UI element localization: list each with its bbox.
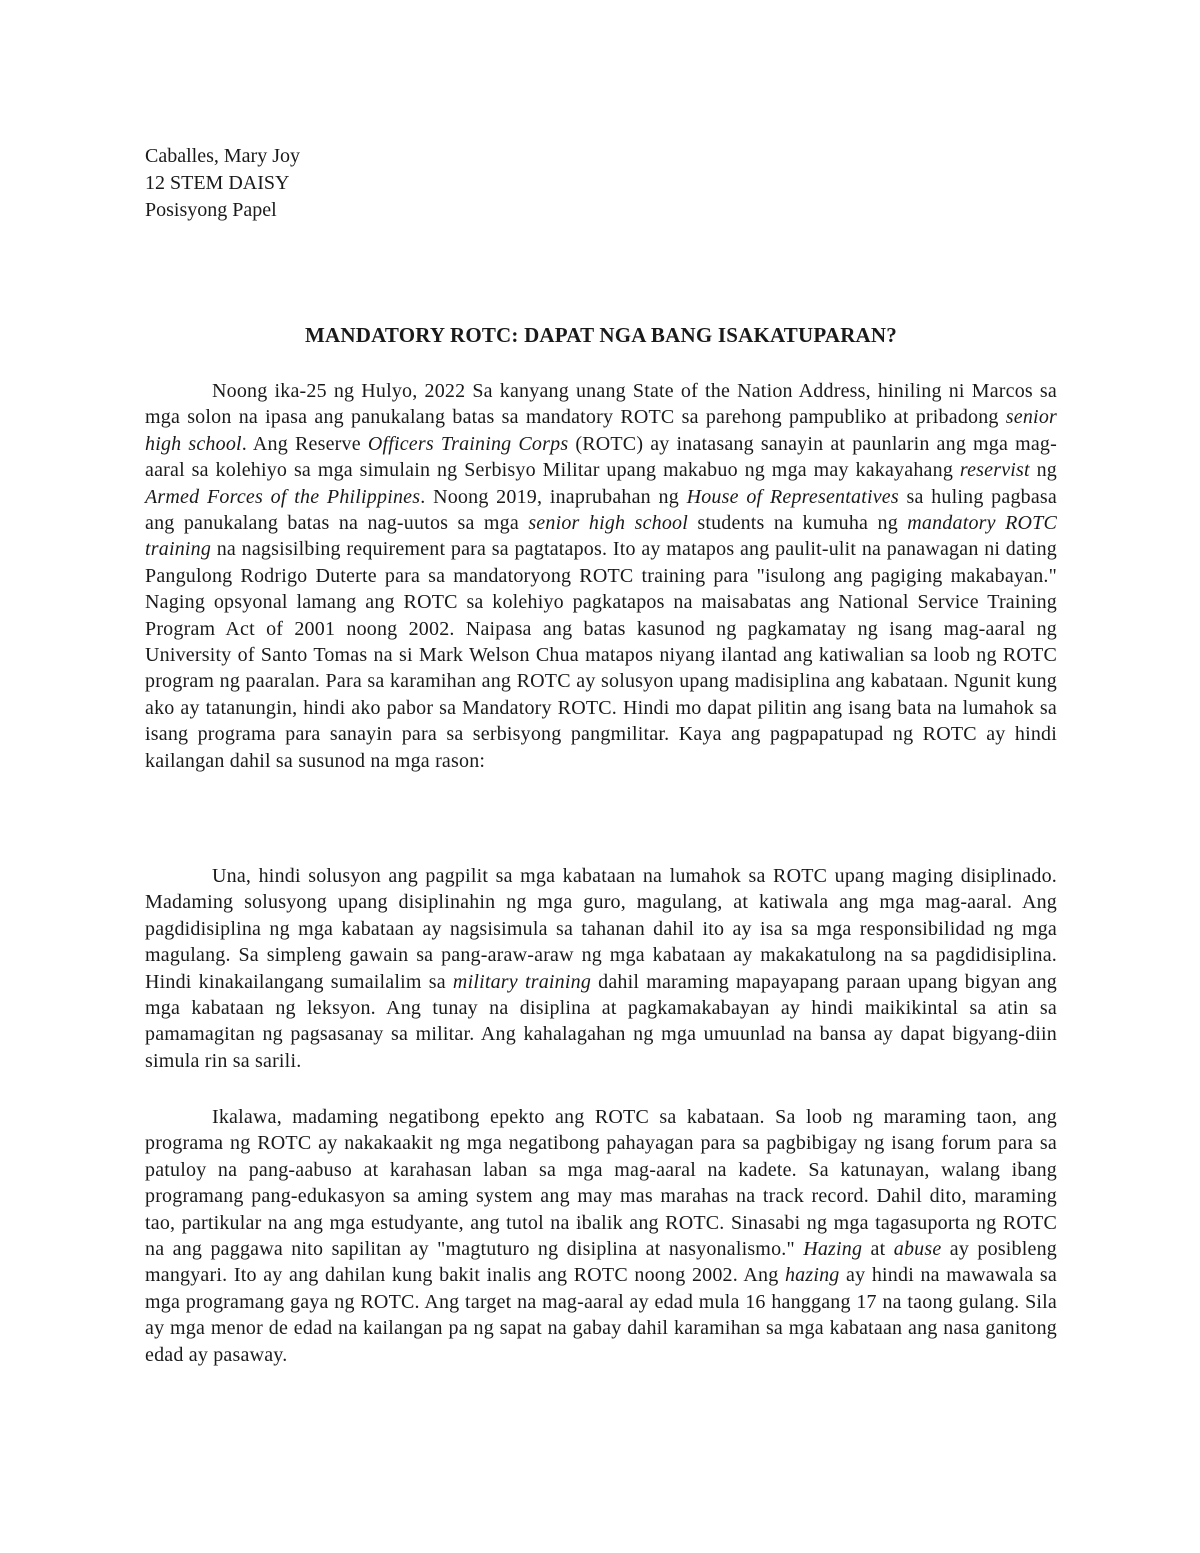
text-run: at <box>862 1238 894 1261</box>
italic-run: Armed Forces of the Philippines <box>145 485 421 508</box>
author-name: Caballes, Mary Joy <box>145 145 300 167</box>
text-run: . Ang Reserve <box>241 432 368 455</box>
paragraph-second-reason <box>145 1104 1057 1368</box>
text-run: Noong ika-25 ng Hulyo, 2022 Sa kanyang unang State of the Nation Address, hiniling ni Marcos sa mga solon na ipasa ang panukalang batas sa mandatory ROTC sa parehong pampubliko at pribadong <box>145 380 1057 429</box>
paragraph-first-reason <box>145 863 1057 1074</box>
document-title: MANDATORY ROTC: DAPAT NGA BANG ISAKATUPARAN? <box>305 323 897 347</box>
paragraph-intro <box>145 378 1057 774</box>
text-run: ay hindi na mawawala sa mga programang gaya ng ROTC. Ang target na mag-aaral ay edad mula 16 hanggang 17 na taong gulang. Sila ay mga menor de edad na kailangan pa ng sapat na gabay dahil karamihan sa mga kabataan ang nasa ganitong edad ay pasaway. <box>145 1264 1057 1366</box>
italic-run: military training <box>452 970 592 993</box>
text-run: students na kumuha ng <box>688 512 908 535</box>
italic-run: House of Representatives <box>686 485 899 508</box>
text-run: . Noong 2019, inaprubahan ng <box>420 485 687 508</box>
italic-run: hazing <box>784 1264 840 1287</box>
italic-run: Hazing <box>803 1238 863 1261</box>
text-run: dahil maraming mapayapang paraan upang bigyan ang mga kabataan ng leksyon. Ang tunay na disiplina at pagkamakabayan ay hindi maikikintal sa atin sa pamamagitan ng pagsasanay sa militar. Ang kahalagahan ng mga umuunlad na bansa ay dapat bigyang-diin simula rin sa sarili. <box>145 970 1057 1072</box>
italic-run: Officers Training Corps <box>367 432 569 455</box>
text-run: ay posibleng mangyari. Ito ay ang dahilan kung bakit inalis ang ROTC noong 2002. Ang <box>145 1238 1057 1287</box>
text-run: (ROTC) ay inatasang sanayin at paunlarin ang mga mag-aaral sa kolehiyo sa mga simulain ng Serbisyo Militar upang makabuo ng mga may kakayahang <box>145 432 1057 482</box>
italic-run: mandatory ROTC training <box>145 512 1057 561</box>
author-header <box>145 143 300 224</box>
text-run: Ikalawa, madaming negatibong epekto ang ROTC sa kabataan. Sa loob ng maraming taon, ang programa ng ROTC ay nakakaakit ng mga negatibong pahayagan para sa pagbibigay ng isang forum para sa patuloy na pang-aabuso at karahasan laban sa mga mag-aaral na kadete. Sa katunayan, walang ibang programang pang-edukasyon sa aming system ang may mas marahas na track record. Dahil dito, maraming tao, partikular na ang mga estudyante, ang tutol na ibalik ang ROTC. Sinasabi ng mga tagasuporta ng ROTC na ang paggawa nito sapilitan ay "magtuturo ng disiplina at nasyonalismo." <box>145 1106 1057 1261</box>
text-run: sa huling pagbasa ang panukalang batas na nag-uutos sa mga <box>145 485 1057 535</box>
italic-run: senior high school <box>528 512 688 535</box>
italic-run: abuse <box>893 1238 942 1261</box>
document-type: Posisyong Papel <box>145 199 277 221</box>
italic-run: reservist <box>959 459 1030 482</box>
italic-run: senior high school <box>145 406 1057 455</box>
text-run: Una, hindi solusyon ang pagpilit sa mga kabataan na lumahok sa ROTC upang maging disiplinado. Madaming solusyong upang disiplinahin ng mga guro, magulang, at katiwala ang mga mag-aaral. Ang pagdidisiplina ng mga kabataan ay nagsisimula sa tahanan dahil ito ay isa sa mga responsibilidad ng mga magulang. Sa simpleng gawain sa pang-araw-araw ng mga kabataan ay makakatulong na sa pagdidisiplina. Hindi kinakailangang sumailalim sa <box>145 865 1057 993</box>
text-run: ng <box>1029 459 1057 482</box>
text-run: na nagsisilbing requirement para sa pagtatapos. Ito ay matapos ang paulit-ulit na panawagan ni dating Pangulong Rodrigo Duterte para sa mandatoryong ROTC training para "isulong ang pagiging makabayan." Naging opsyonal lamang ang ROTC sa kolehiyo pagkatapos na maisabatas ang National Service Training Program Act of 2001 noong 2002. Naipasa ang batas kasunod ng pagkamatay ng isang mag-aaral ng University of Santo Tomas na si Mark Welson Chua matapos niyang ilantad ang katiwalian sa loob ng ROTC program ng paaralan. Para sa karamihan ang ROTC ay solusyon upang madisiplina ang kabataan. Ngunit kung ako ay tatanungin, hindi ako pabor sa Mandatory ROTC. Hindi mo dapat pilitin ang isang bata na lumahok sa isang programa para sanayin para sa serbisyong pangmilitar. Kaya ang pagpapatupad ng ROTC ay hindi kailangan dahil sa susunod na mga rason: <box>145 538 1057 772</box>
class-section: 12 STEM DAISY <box>145 172 290 194</box>
